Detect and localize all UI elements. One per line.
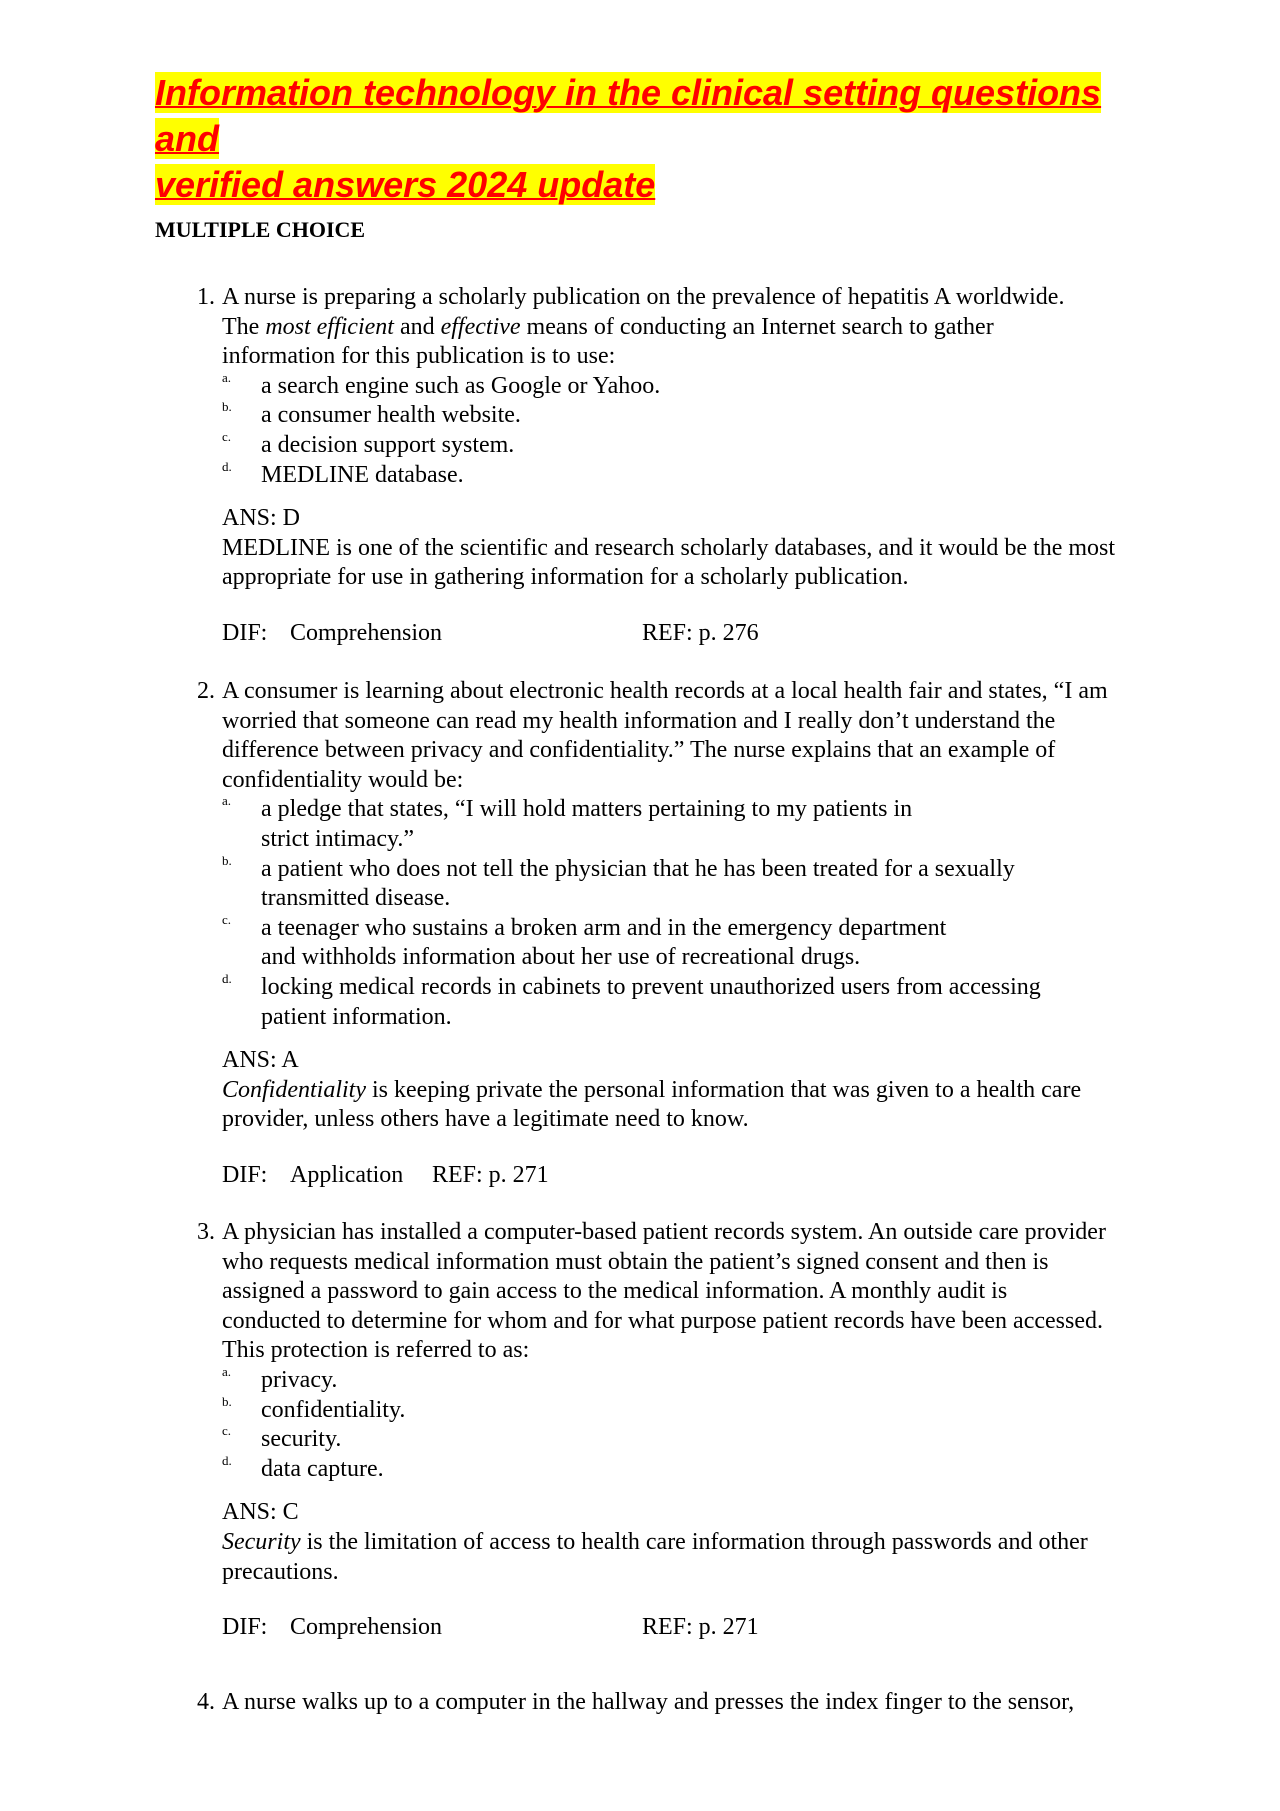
option-letter: d. [222, 970, 232, 986]
emphasis-term: Security [222, 1528, 301, 1555]
option-d [222, 970, 1195, 1032]
option-c [222, 911, 1195, 973]
difficulty-label: DIF: [222, 1614, 268, 1641]
question-number: 3. [197, 1219, 215, 1245]
stem-line: worried that someone can read my health information and I really don’t understand the [222, 707, 1056, 734]
reference: REF: p. 271 [432, 1161, 549, 1188]
question-2 [155, 677, 1195, 1191]
answer-options [222, 369, 1195, 490]
option-letter: a. [222, 793, 232, 809]
option-text: a search engine such as Google or Yahoo. [261, 372, 661, 399]
question-4 [155, 1688, 1195, 1718]
difficulty-value: Comprehension [290, 619, 442, 646]
option-d [222, 1452, 1195, 1485]
option-text: confidentiality. [261, 1396, 406, 1423]
difficulty-value: Application [290, 1161, 404, 1188]
option-letter: d. [222, 458, 232, 474]
option-b [222, 1393, 1195, 1426]
option-letter: c. [222, 428, 232, 444]
option-text: security. [261, 1426, 342, 1453]
option-c [222, 1425, 1195, 1455]
rationale-line: appropriate for use in gathering information for a scholarly publication. [222, 564, 909, 591]
option-text: a teenager who sustains a broken arm and in the emergency department [261, 914, 947, 941]
option-a [222, 1363, 1195, 1396]
stem-line: A nurse is preparing a scholarly publication on the prevalence of hepatitis A worldwide. [222, 284, 1065, 310]
answer-key: ANS: C [222, 1499, 299, 1526]
option-text: MEDLINE database. [261, 461, 464, 488]
rationale-text: is the limitation of access to health care information through passwords and other [300, 1528, 1088, 1555]
option-text: strict intimacy.” [261, 825, 415, 852]
reference: REF: p. 276 [642, 619, 759, 646]
stem-line: A consumer is learning about electronic health records at a local health fair and states, “I am [222, 678, 1108, 704]
stem-line: A nurse walks up to a computer in the hallway and presses the index finger to the sensor, [222, 1689, 1075, 1715]
stem-line-part: The [222, 313, 266, 340]
question-stem [222, 677, 1195, 795]
rationale-line: MEDLINE is one of the scientific and research scholarly databases, and it would be the most [222, 534, 1116, 561]
option-letter: c. [222, 911, 232, 927]
question-3 [155, 1218, 1195, 1643]
option-text: a decision support system. [261, 431, 515, 458]
option-b [222, 401, 1195, 431]
stem-line: A physician has installed a computer-based patient records system. An outside care provider [222, 1219, 1106, 1245]
stem-line-part: and [393, 313, 441, 340]
question-1 [155, 283, 1195, 649]
stem-line: difference between privacy and confidentiality.” The nurse explains that an example of [222, 737, 1056, 764]
answer-key: ANS: D [222, 505, 301, 532]
option-text: privacy. [261, 1366, 338, 1393]
option-text: and withholds information about her use of recreational drugs. [261, 944, 861, 971]
answer-key: ANS: A [222, 1047, 299, 1074]
option-text: a consumer health website. [261, 402, 521, 429]
question-stem [222, 1218, 1195, 1366]
question-number: 1. [197, 284, 215, 310]
stem-line: confidentiality would be: [222, 766, 464, 793]
question-meta [222, 1161, 1195, 1191]
stem-line: information for this publication is to use: [222, 343, 616, 370]
rationale-line: provider, unless others have a legitimate need to know. [222, 1106, 749, 1133]
option-a [222, 369, 1195, 402]
answer-options [222, 795, 1195, 1032]
option-text: data capture. [261, 1455, 384, 1482]
question-meta [222, 1613, 1195, 1643]
option-c [222, 428, 1195, 461]
emphasis-most-efficient: most efficient [265, 313, 394, 340]
option-letter: a. [222, 1363, 232, 1379]
stem-line: This protection is referred to as: [222, 1337, 530, 1364]
answer-block [222, 1046, 1195, 1135]
emphasis-effective: effective [440, 313, 521, 340]
answer-block [222, 1498, 1195, 1587]
difficulty-label: DIF: [222, 619, 268, 646]
option-letter: a. [222, 369, 232, 385]
stem-line-part: means of conducting an Internet search to gather [520, 313, 994, 340]
answer-block [222, 504, 1195, 593]
option-letter: c. [222, 1423, 232, 1439]
option-letter: b. [222, 399, 232, 415]
question-stem [222, 1688, 1195, 1718]
option-letter: d. [222, 1452, 232, 1468]
option-text: locking medical records in cabinets to prevent unauthorized users from accessing [261, 973, 1041, 1000]
stem-line: assigned a password to gain access to the medical information. A monthly audit is [222, 1278, 1008, 1305]
difficulty-value: Comprehension [290, 1614, 442, 1641]
option-text: a pledge that states, “I will hold matters pertaining to my patients in [261, 796, 913, 823]
question-stem [222, 283, 1195, 372]
answer-options [222, 1363, 1195, 1484]
option-letter: b. [222, 852, 232, 868]
option-a [222, 795, 1195, 854]
option-b [222, 852, 1195, 914]
question-number: 2. [197, 678, 215, 704]
question-number: 4. [197, 1689, 215, 1715]
option-text: transmitted disease. [261, 885, 451, 912]
question-meta [222, 619, 1195, 649]
stem-line [222, 313, 1195, 343]
stem-line: conducted to determine for whom and for what purpose patient records have been accessed. [222, 1307, 1103, 1334]
rationale-text: is keeping private the personal information that was given to a health care [366, 1076, 1082, 1103]
option-text: patient information. [261, 1003, 452, 1030]
reference: REF: p. 271 [642, 1614, 759, 1641]
option-d [222, 458, 1195, 491]
stem-line: who requests medical information must obtain the patient’s signed consent and then is [222, 1248, 1049, 1275]
rationale-line [222, 1076, 1195, 1106]
document-title [155, 70, 1155, 208]
rationale-line [222, 1528, 1195, 1558]
option-text: a patient who does not tell the physician that he has been treated for a sexually [261, 855, 1015, 882]
title-line-2: verified answers 2024 update [155, 164, 656, 205]
title-line-1: Information technology in the clinical setting questions and [155, 72, 1102, 159]
section-heading: MULTIPLE CHOICE [155, 217, 366, 242]
difficulty-label: DIF: [222, 1161, 268, 1188]
option-letter: b. [222, 1393, 232, 1409]
emphasis-term: Confidentiality [222, 1076, 366, 1103]
rationale-line: precautions. [222, 1558, 339, 1585]
